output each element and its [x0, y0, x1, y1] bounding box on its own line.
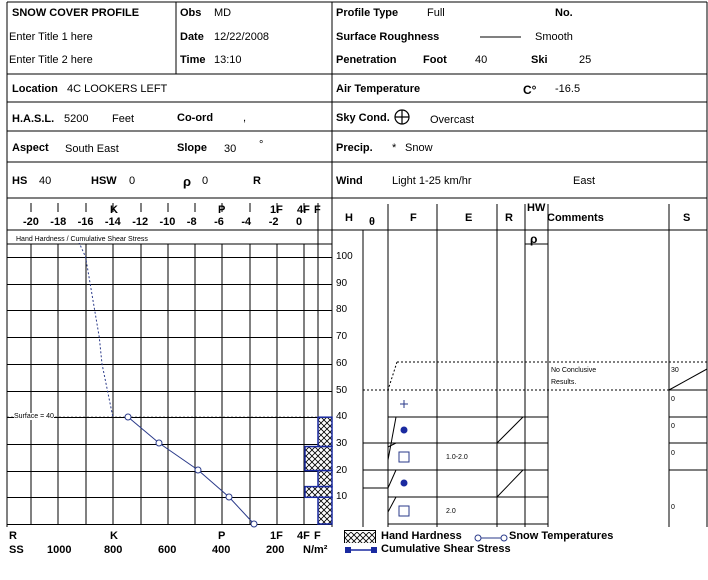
footer-unit: N/m² — [303, 544, 328, 556]
hardness-layer — [305, 487, 332, 498]
f-header: F — [410, 212, 417, 224]
ski-value[interactable]: 25 — [579, 54, 592, 66]
p-label-top: P — [218, 204, 226, 216]
ss-tick-400: 400 — [212, 544, 231, 556]
hardness-layer — [318, 497, 332, 524]
sky-value[interactable]: Overcast — [430, 114, 475, 126]
rho-column-label: ρ — [530, 232, 538, 246]
hs-value[interactable]: 40 — [39, 175, 52, 187]
ski-label: Ski — [531, 54, 548, 66]
date-value[interactable]: 12/22/2008 — [214, 31, 270, 43]
slope-unit: ° — [259, 139, 264, 151]
precip-label: Precip. — [336, 142, 373, 154]
temp-tick: -10 — [159, 216, 176, 228]
title-2-field[interactable]: Enter Title 2 here — [9, 54, 93, 66]
air-temp-unit: C° — [523, 83, 537, 97]
footer-f: F — [314, 530, 321, 542]
location-value[interactable]: 4C LOOKERS LEFT — [67, 83, 168, 95]
s-value-3: 0 — [671, 423, 675, 430]
footer-4f: 4F — [297, 530, 310, 542]
profile-type-label: Profile Type — [336, 7, 399, 19]
theta-header: θ — [369, 216, 375, 228]
foot-label: Foot — [423, 54, 447, 66]
footer-r-label: R — [9, 530, 17, 542]
air-temp-label: Air Temperature — [336, 83, 421, 95]
date-label: Date — [180, 31, 204, 43]
hardness-layer — [318, 471, 332, 487]
hasl-label: H.A.S.L. — [12, 113, 55, 125]
sky-label: Sky Cond. — [336, 112, 390, 124]
legend-hatch-swatch — [344, 530, 376, 543]
s-value-4: 0 — [671, 450, 675, 457]
hsw-label: HSW — [91, 175, 117, 187]
time-label: Time — [180, 54, 206, 66]
hs-label: HS — [12, 175, 28, 187]
form-title: SNOW COVER PROFILE — [12, 7, 140, 19]
rho-label: ρ — [183, 174, 192, 189]
legend-shear-swatch — [344, 543, 378, 553]
temp-tick: -6 — [214, 216, 224, 228]
temp-point — [251, 521, 257, 527]
shear-stress-line — [79, 242, 113, 417]
r-label: R — [253, 175, 261, 187]
temp-tick: -16 — [77, 216, 94, 228]
hardness-1f-top: 1F — [270, 204, 283, 216]
temp-point — [226, 494, 232, 500]
h-header: H — [345, 212, 353, 224]
height-tick-20: 20 — [336, 464, 348, 476]
slope-value[interactable]: 30 — [224, 143, 237, 155]
roughness-label: Surface Roughness — [336, 31, 440, 43]
temp-tick: -12 — [132, 216, 149, 228]
wind-label: Wind — [336, 175, 363, 187]
hsw-value[interactable]: 0 — [129, 175, 136, 187]
aspect-label: Aspect — [12, 142, 49, 154]
ss-tick-800: 800 — [104, 544, 123, 556]
coord-value[interactable]: , — [243, 112, 247, 124]
legend-shear: Cumulative Shear Stress — [381, 543, 511, 555]
precip-symbol: * — [392, 142, 397, 154]
footer-ss-label: SS — [9, 544, 24, 556]
temp-point — [195, 467, 201, 473]
no-label: No. — [555, 7, 573, 19]
height-tick-40: 40 — [336, 411, 348, 423]
circle-plus-icon — [394, 109, 410, 125]
hw-header: HW — [527, 202, 546, 214]
roughness-value[interactable]: Smooth — [535, 31, 573, 43]
slope-label: Slope — [177, 142, 207, 154]
chart-caption: Hand Hardness / Cumulative Shear Stress — [16, 236, 148, 243]
wind-direction[interactable]: East — [573, 175, 596, 187]
surface-label: Surface = 40 — [14, 413, 54, 420]
temp-point — [156, 440, 162, 446]
height-tick-60: 60 — [336, 357, 348, 369]
legend-temps-swatch — [474, 531, 508, 541]
coord-label: Co-ord — [177, 112, 214, 124]
temperature-line — [128, 417, 254, 524]
time-value[interactable]: 13:10 — [214, 54, 242, 66]
legend-temps: Snow Temperatures — [509, 530, 614, 542]
s-header: S — [683, 212, 691, 224]
height-tick-90: 90 — [336, 277, 348, 289]
temp-tick: -4 — [241, 216, 252, 228]
e-value-2: 2.0 — [446, 508, 456, 515]
precip-value[interactable]: Snow — [405, 142, 433, 154]
obs-value[interactable]: MD — [214, 7, 232, 19]
temp-tick: -14 — [104, 216, 121, 228]
e-value-1: 1.0-2.0 — [446, 454, 468, 461]
footer-p-label: P — [218, 530, 226, 542]
s-value-1: 30 — [671, 367, 679, 374]
hardness-4f-top: 4F — [297, 204, 310, 216]
hardness-layer — [318, 417, 332, 446]
temp-tick: 0 — [296, 216, 303, 228]
location-label: Location — [12, 83, 58, 95]
comment-line-1: No Conclusive — [551, 367, 597, 374]
height-tick-80: 80 — [336, 304, 348, 316]
obs-label: Obs — [180, 7, 202, 19]
ss-tick-600: 600 — [158, 544, 177, 556]
profile-type-value[interactable]: Full — [427, 7, 445, 19]
comments-header: Comments — [547, 212, 604, 224]
rho-value[interactable]: 0 — [202, 175, 209, 187]
temp-tick: -20 — [23, 216, 39, 228]
foot-value[interactable]: 40 — [475, 54, 488, 66]
height-tick-70: 70 — [336, 331, 348, 343]
hasl-value[interactable]: 5200 — [64, 113, 89, 125]
height-tick-50: 50 — [336, 384, 348, 396]
ss-tick-1000: 1000 — [47, 544, 72, 556]
footer-1f: 1F — [270, 530, 283, 542]
temp-tick: -2 — [268, 216, 279, 228]
wind-value[interactable]: Light 1-25 km/hr — [392, 175, 472, 187]
hasl-unit: Feet — [112, 113, 135, 125]
temp-tick: -8 — [186, 216, 197, 228]
ss-tick-200: 200 — [266, 544, 285, 556]
hardness-layer — [305, 447, 332, 471]
penetration-label: Penetration — [336, 54, 397, 66]
comment-line-2: Results. — [551, 379, 577, 386]
s-value-5: 0 — [671, 504, 675, 511]
height-tick-10: 10 — [336, 491, 348, 503]
hardness-f-top: F — [314, 204, 321, 216]
temp-tick: -18 — [50, 216, 67, 228]
r-header: R — [505, 212, 513, 224]
footer-k-label: K — [110, 530, 118, 542]
height-tick-30: 30 — [336, 437, 348, 449]
height-tick-100: 100 — [336, 251, 353, 262]
aspect-value[interactable]: South East — [65, 143, 119, 155]
legend-hardness: Hand Hardness — [381, 530, 462, 542]
temp-point — [125, 414, 131, 420]
k-label-top: K — [110, 204, 118, 216]
air-temp-value[interactable]: -16.5 — [555, 83, 581, 95]
title-1-field[interactable]: Enter Title 1 here — [9, 31, 93, 43]
e-header: E — [465, 212, 473, 224]
s-value-2: 0 — [671, 396, 675, 403]
